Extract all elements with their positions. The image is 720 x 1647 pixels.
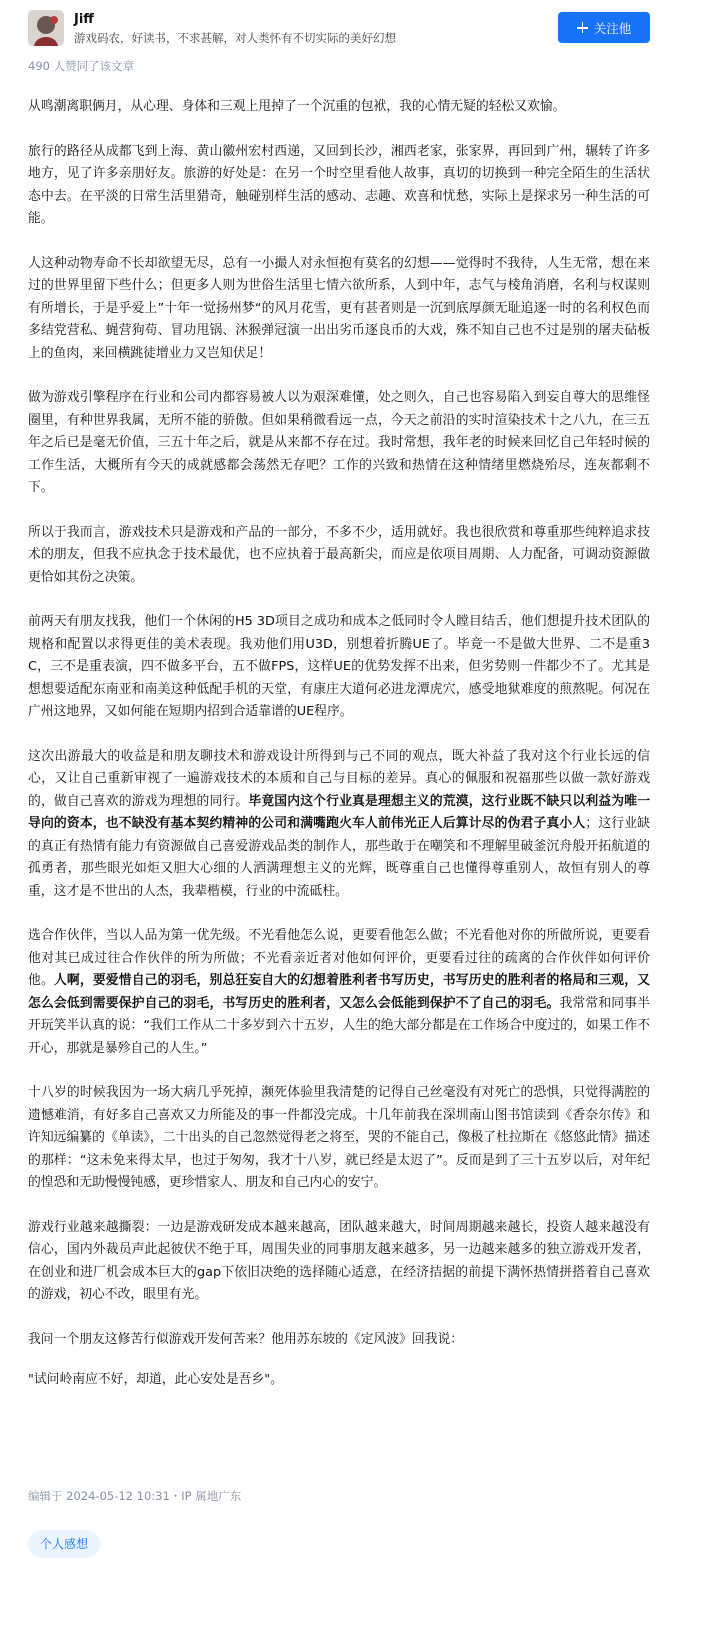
paragraph: 所以于我而言，游戏技术只是游戏和产品的一部分，不多不少，适用就好。我也很欣赏和尊重那些纯粹追求技术的朋友，但我不应执念于技术最优，也不应执着于最高新尖，而应是依项目周期、人力配备，可调动资源做更恰如其份之决策。 xyxy=(28,524,650,585)
author-card xyxy=(28,10,650,50)
paragraph-bold: 人啊，要爱惜自己的羽毛，别总狂妄自大的幻想着胜利者书写历史，书写历史的胜利者的格局和三观，又怎么会低到需要保护自己的羽毛，书写历史的胜利者，又怎么会低能到保护不了自己的羽毛。 xyxy=(28,973,651,1011)
author-name[interactable]: Jiff xyxy=(74,12,94,27)
paragraph: 人这种动物寿命不长却欲望无尽，总有一小撮人对永恒抱有莫名的幻想——觉得时不我待，人生无常，想在来过的世界里留下些什么；但更多人则为世俗生活里七情六欲所系，人到中年，志气与棱角消磨，名利与权谋则有所增长，于是乎爱上”十年一觉扬州梦“的风月花雪，更有甚者则是一沉到底厚颜无耻追逐一时的名利权色而多结党营私、蝇营狗苟、冒功甩锅、沐猴弹冠演一出出劣币逐良币的大戏，殊不知自己也不过是别的屠夫砧板上的鱼肉，来回横跳徒增业力又岂知伏足！ xyxy=(28,255,650,361)
article-body xyxy=(28,96,650,1414)
likes-count: 490 人赞同了该文章 xyxy=(28,59,135,73)
paragraph: 十八岁的时候我因为一场大病几乎死掉，濒死体验里我清楚的记得自己丝毫没有对死亡的恐惧，只觉得满腔的遗憾难消，有好多自己喜欢又力所能及的事一件都没完成。十几年前我在深圳南山图书馆读到《香奈尔传》和许知远编纂的《单读》，二十出头的自己忽然觉得老之将至，哭的不能自己，像极了杜拉斯在《悠悠此情》描述的那样：“这未免来得太早，也过于匆匆，我才十八岁，就已经是太迟了”。反而是到了三十五岁以后，对年纪的惶恐和无助慢慢钝感，更珍惜家人、朋友和自己内心的安宁。 xyxy=(28,1085,650,1190)
paragraph-text: ；这行业缺的真正有热情有能力有资源做自己喜爱游戏品类的制作人，那些敢于在嘲笑和不理解里破釜沉舟般开拓航道的孤勇者，那些眼光如炬又胆大心细的人洒满理想主义的光辉，既尊重自己也懂得尊重别人，故恒有别人的尊重，这才是不世出的人杰，我辈楷模，行业的中流砥柱。 xyxy=(28,816,651,899)
paragraph: 从鸣潮离职俩月，从心理、身体和三观上甩掉了一个沉重的包袱，我的心情无疑的轻松又欢愉。 xyxy=(28,99,566,114)
topic-tag[interactable]: 个人感想 xyxy=(28,1530,100,1558)
author-avatar[interactable] xyxy=(28,10,64,46)
paragraph: 旅行的路径从成都飞到上海、黄山徽州宏村西递，又回到长沙，湘西老家，张家界，再回到广州，辗转了许多地方，见了许多亲朋好友。旅游的好处是：在另一个时空里看他人故事，真切的切换到一种完全陌生的生活状态中去。在平淡的日常生活里猎奇，触碰别样生活的感动、志趣、欢喜和忧愁，实际上是探求另一种生活的可能。 xyxy=(28,143,650,226)
paragraph-text: 我常常和同事半开玩笑半认真的说：“我们工作从二十多岁到六十五岁，人生的绝大部分都是在工作场合中度过的，如果工作不开心，那就是暴殄自己的人生。” xyxy=(28,995,651,1056)
paragraph-bold: 毕竟国内这个行业真是理想主义的荒漠，这行业既不缺只以利益为唯一导向的资本，也不缺没有基本契约精神的公司和满嘴跑火车人前伟光正人后算计尽的伪君子真小人 xyxy=(28,793,651,831)
paragraph: 游戏行业越来越撕裂：一边是游戏研发成本越来越高，团队越来越大，时间周期越来越长，投资人越来越没有信心，国内外裁员声此起彼伏不绝于耳，周围失业的同事朋友越来越多，另一边越来越多的独立游戏开发者，在创业和进厂机会成本巨大的gap下依旧决绝的选择随心适意，在经济拮据的前提下满怀热情拼搭着自己喜欢的游戏，初心不改，眼里有光。 xyxy=(28,1219,650,1302)
paragraph: 我问一个朋友这修苦行似游戏开发何苦来？他用苏东坡的《定风波》回我说： xyxy=(28,1331,464,1347)
follow-button[interactable] xyxy=(558,12,650,43)
paragraph-text: 这次出游最大的收益是和朋友聊技术和游戏设计所得到与己不同的观点，既大补益了我对这个行业长远的信心，又让自己重新审视了一遍游戏技术的本质和自己与目标的差异。真心的佩服和祝福那些以做一款好游戏的，做自己喜欢的游戏为理想的同行。 xyxy=(28,748,650,809)
paragraph-text: 选合作伙伴，当以人品为第一优先级。不光看他怎么说，更要看他怎么做；不光看他对你的所做所说，更要看他对其已成过往合作伙伴的所为所做；不光看亲近者对他如何评价，更要看过往的疏离的合作伙伴如何评价他。 xyxy=(28,928,650,988)
quote-paragraph: "试问岭南应不好，却道，此心安处是吾乡"。 xyxy=(28,1372,283,1387)
paragraph xyxy=(28,746,650,904)
paragraph xyxy=(28,925,650,1060)
follow-label: 关注他 xyxy=(593,20,632,36)
author-bio: 游戏码农，好读书，不求甚解，对人类怀有不切实际的美好幻想 xyxy=(74,31,396,45)
plus-icon xyxy=(577,22,588,33)
paragraph: 前两天有朋友找我，他们一个休闲的H5 3D项目之成功和成本之低同时令人瞠目结舌，他们想提升技术团队的规格和配置以求得更佳的美术表现。我劝他们用U3D，别想着折腾UE了。毕竟一不是做大世界、二不是重3C，三不是重表演，四不做多平台，五不做FPS，这样UE的优势发挥不出来，但劣势则一件都少不了。尤其是想想要适配东南亚和南美这种低配手机的天堂，有康庄大道何必进龙潭虎穴，感受地狱难度的煎熬呢。何况在广州这地界，又如何能在短期内招到合适靠谱的UE程序。 xyxy=(28,614,650,719)
paragraph: 做为游戏引擎程序在行业和公司内都容易被人以为艰深难懂，处之则久，自己也容易陷入到妄自尊大的思维怪圈里，有种世界我属，无所不能的骄傲。但如果稍微看远一点，今天之前沿的实时渲染技术十之八九，在三五年之后已是毫无价值，三五十年之后，就是从来都不存在过。我时常想，我年老的时候来回忆自己年轻时候的工作生活，大概所有今天的成就感都会荡然无存吧？工作的兴致和热情在这种情绪里燃烧殆尽，连灰都剩不下。 xyxy=(28,390,650,495)
edit-meta: 编辑于 2024-05-12 10:31・IP 属地广东 xyxy=(28,1489,242,1503)
